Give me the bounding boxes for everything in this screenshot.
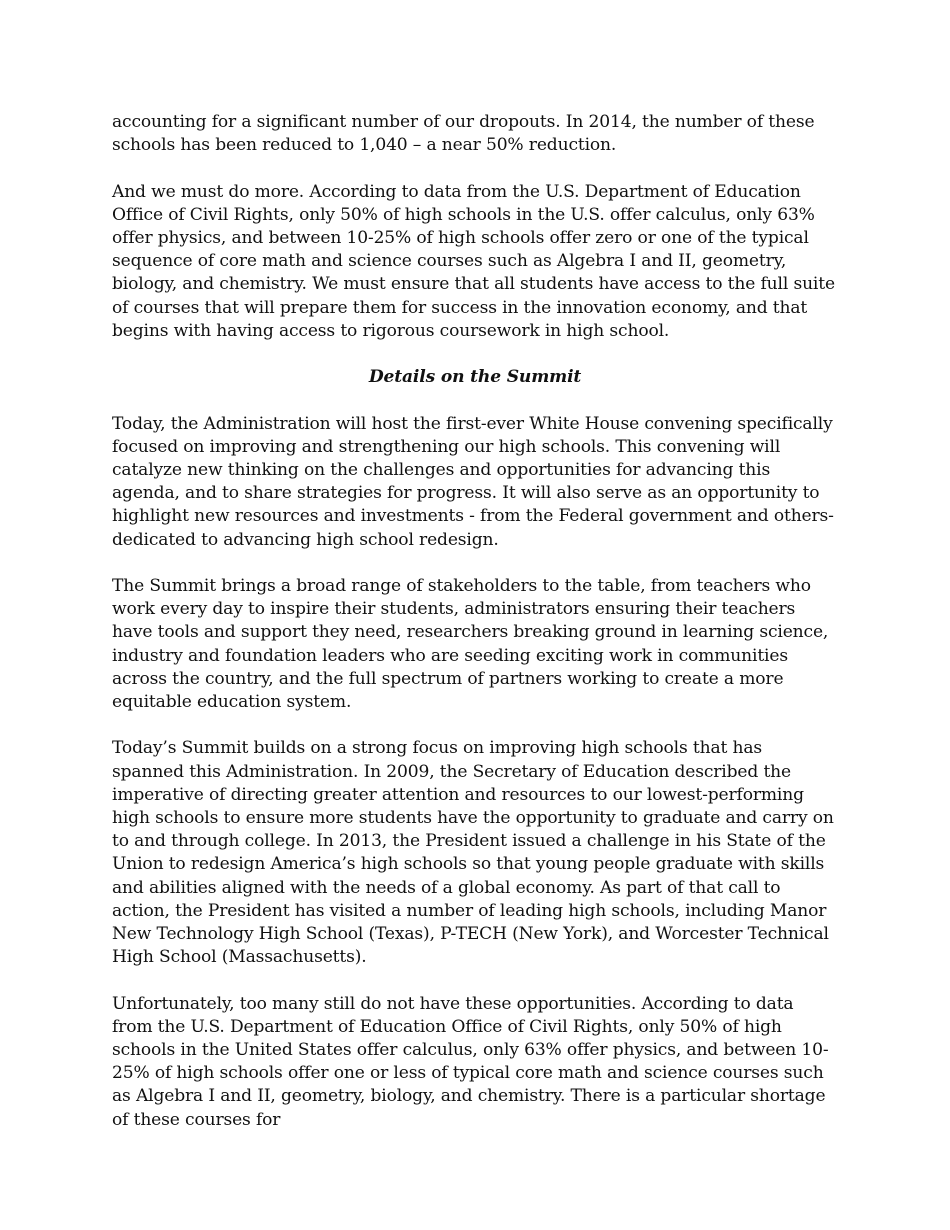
- paragraph-dropouts-reduction: accounting for a significant number of our dropouts. In 2014, the number of these schools has been reduced to 1,040 – a near 50% reduction.: [112, 112, 815, 156]
- paragraph-opportunity-gap: Unfortunately, too many still do not have these opportunities. According to data from the U.S. Department of Education Office of Civil Rights, only 50% of high schools in the United States offer calculus, only 63% offer physics, and between 10-25% of high schools offer one or less of typical core math and science courses such as Algebra I and II, geometry, biology, and chemistry. There is a particular shortage of these courses for: [112, 993, 829, 1130]
- section-heading: Details on the Summit: [368, 367, 582, 388]
- paragraph-white-house-convening: Today, the Administration will host the first-ever White House convening specifically focused on improving and strengthening our high schools. This convening will catalyze new thinking on the challenges and opportunities for advancing this agenda, and to share strategies for progress. It will also serve as an opportunity to highlight new resources and investments - from the Federal government and others- dedicated to advancing high school redesign.: [112, 413, 834, 550]
- document-page: [112, 111, 838, 1155]
- paragraph-must-do-more: And we must do more. According to data from the U.S. Department of Education Office of Civil Rights, only 50% of high schools in the U.S. offer calculus, only 63% offer physics, and between 10-25% of high schools offer zero or one of the typical sequence of core math and science courses such as Algebra I and II, geometry, biology, and chemistry. We must ensure that all students have access to the full suite of courses that will prepare them for success in the innovation economy, and that begins with having access to rigorous coursework in high school.: [112, 181, 835, 341]
- paragraph-stakeholders: The Summit brings a broad range of stakeholders to the table, from teachers who work every day to inspire their students, administrators ensuring their teachers have tools and support they need, researchers breaking ground in learning science, industry and foundation leaders who are seeding exciting work in communities across the country, and the full spectrum of partners working to create a more equitable education system.: [112, 576, 829, 713]
- paragraph-summit-history: Today’s Summit builds on a strong focus on improving high schools that has spanned this Administration. In 2009, the Secretary of Education described the imperative of directing greater attention and resources to our lowest-performing high schools to ensure more students have the opportunity to graduate and carry on to and through college. In 2013, the President issued a challenge in his State of the Union to redesign America’s high schools so that young people graduate with skills and abilities aligned with the needs of a global economy. As part of that call to action, the President has visited a number of leading high schools, including Manor New Technology High School (Texas), P-TECH (New York), and Worcester Technical High School (Massachusetts).: [112, 738, 834, 968]
